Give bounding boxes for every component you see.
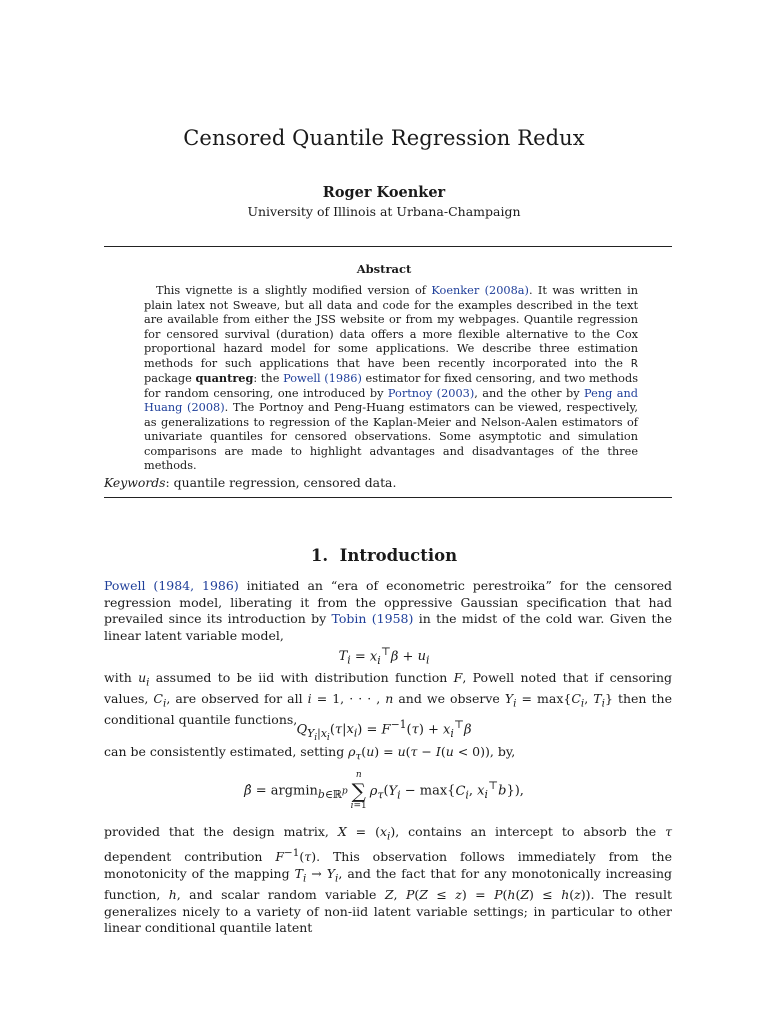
- citation-link[interactable]: Powell (1986): [283, 372, 362, 385]
- equation-quantile-function: $Q_{Y_i|x_i}(\tau|x_i) = F^{-1}(\tau) + x_i^⊤\beta$: [296, 718, 472, 744]
- equation-estimator: β̂ = argmin$_{b\in ℝ^p}$ n ∑ i=1 $\rho_\tau(Y_i - \max\{C_i$, $x_i^⊤b$}),: [244, 770, 524, 811]
- bottom-rule: [104, 497, 672, 498]
- top-rule: [104, 246, 672, 247]
- citation-link[interactable]: Koenker (2008a): [431, 284, 529, 297]
- abstract-heading: Abstract: [356, 262, 412, 276]
- author-affiliation: University of Illinois at Urbana-Champaign: [247, 204, 521, 219]
- intro-paragraph-3: can be consistently estimated, setting $\rho_\tau(u) = u(\tau - I(u < 0))$, by,: [104, 744, 516, 763]
- package-name: quantreg: [195, 371, 254, 385]
- keywords-label: Keywords: [104, 475, 166, 490]
- equation-latent-model: $T_i = x_i^⊤\beta + u_i$: [338, 645, 430, 667]
- citation-link[interactable]: Portnoy (2003): [387, 386, 475, 400]
- intro-paragraph-4: provided that the design matrix, $X = (x_i)$, contains an intercept to absorb the τ dependent contribution $F^{-1}(\tau)$. This observation follows immediately from the monotonicity of the mapping $T_i \to Y_i$, and the fact that for any monotonically increasing function, h, and scalar random variable Z, P(Z ≤ z) = P(h(Z) ≤ h(z)). The result generalizes nicely to a variety of non-iid latent variable settings; in particular to other linear conditional quantile latent: [104, 824, 673, 936]
- paper-title: Censored Quantile Regression Redux: [183, 126, 585, 150]
- author-name: Roger Koenker: [322, 184, 446, 201]
- citation-link[interactable]: Peng and Huang (2008): [144, 386, 639, 414]
- intro-paragraph-1: Powell (1984, 1986) initiated an “era of econometric perestroika” for the censored regression model, liberating it from the oppressive Gaussian specification that had prevailed since its introduction by Tobin (1958) in the midst of the cold war. Given the linear latent variable model,: [104, 578, 673, 643]
- citation-link[interactable]: Tobin (1958): [331, 611, 414, 627]
- citation-link[interactable]: Powell (1984, 1986): [104, 578, 239, 593]
- abstract-body: This vignette is a slightly modified version of Koenker (2008a). It was written in plain latex not Sweave, but all data and code for the examples described in the text are available from either the JSS website or from my webpages. Quantile regression for censored survival (duration) data offers a more flexible alternative to the Cox proportional hazard model for some applications. We describe three estimation methods for such applications that have been recently incorporated into the R package quantreg: the Powell (1986) estimator for fixed censoring, and two methods for random censoring, one introduced by Portnoy (2003), and the other by Peng and Huang (2008). The Portnoy and Peng-Huang estimators can be viewed, respectively, as generalizations to regression of the Kaplan-Meier and Nelson-Aalen estimators of univariate quantiles for censored observations. Some asymptotic and simulation comparisons are made to highlight advantages and disadvantages of the three methods.: [144, 284, 639, 472]
- keywords-line: Keywords: quantile regression, censored data.: [104, 475, 397, 490]
- section-heading: 1. Introduction: [310, 546, 458, 565]
- r-language-name: R: [630, 357, 638, 370]
- intro-paragraph-2: with $u_i$ assumed to be iid with distribution function F, Powell noted that if censoring values, $C_i$, are observed for all i = 1, · · · , n and we observe $Y_i = \max\{C_i$, $T_i$} then the conditional quantile functions,: [104, 670, 672, 728]
